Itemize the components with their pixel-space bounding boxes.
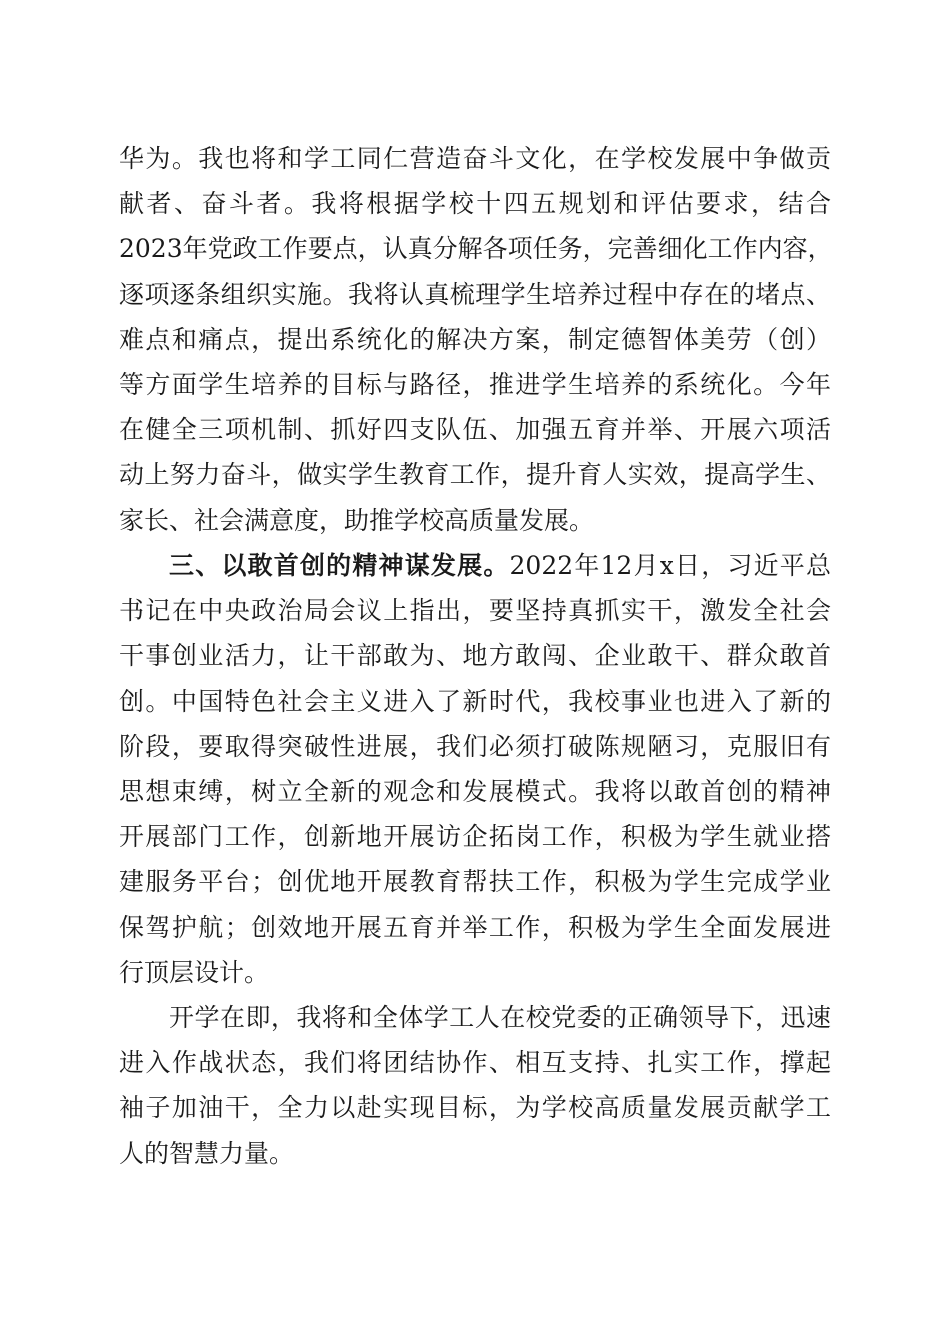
paragraph-line: 华为。我也将和学工同仁营造奋斗文化，在学校发展中争做贡	[119, 144, 831, 173]
paragraph-line: 献者、奋斗者。我将根据学校十四五规划和评估要求，结合	[119, 189, 831, 219]
paragraph-line: 在健全三项机制、抓好四支队伍、加强五育并举、开展六项活	[119, 415, 831, 445]
paragraph-line: 难点和痛点，提出系统化的解决方案，制定德智体美劳（创）	[119, 324, 831, 354]
section-first-line	[119, 543, 831, 588]
paragraph-2	[119, 543, 831, 995]
section-first-line-text: 2022年12月x日，习近平总	[509, 551, 831, 580]
paragraph-line: 思想束缚，树立全新的观念和发展模式。我将以敢首创的精神	[119, 776, 831, 806]
paragraph-1	[119, 136, 831, 543]
paragraph-line: 干事创业活力，让干部敢为、地方敢闯、企业敢干、群众敢首	[119, 641, 831, 671]
paragraph-line: 阶段，要取得突破性进展，我们必须打破陈规陋习，克服旧有	[119, 731, 831, 761]
paragraph-line: 动上努力奋斗，做实学生教育工作，提升育人实效，提高学生、	[119, 460, 831, 490]
paragraph-line: 行顶层设计。	[119, 957, 270, 987]
paragraph-line: 开学在即，我将和全体学工人在校党委的正确领导下，迅速	[169, 1003, 831, 1032]
paragraph-line: 等方面学生培养的目标与路径，推进学生培养的系统化。今年	[119, 369, 831, 399]
paragraph-line: 保驾护航；创效地开展五育并举工作，积极为学生全面发展进	[119, 912, 831, 942]
paragraph-line: 人的智慧力量。	[119, 1138, 295, 1168]
paragraph-line: 家长、社会满意度，助推学校高质量发展。	[119, 505, 595, 535]
paragraph-line: 书记在中央政治局会议上指出，要坚持真抓实干，激发全社会	[119, 596, 831, 626]
paragraph-line: 建服务平台；创优地开展教育帮扶工作，积极为学生完成学业	[119, 867, 831, 897]
section-heading: 三、以敢首创的精神谋发展。	[169, 551, 510, 580]
paragraph-line: 2023年党政工作要点，认真分解各项任务，完善细化工作内容，	[119, 234, 833, 264]
paragraph-line: 逐项逐条组织实施。我将认真梳理学生培养过程中存在的堵点、	[119, 279, 831, 309]
paragraph-3	[119, 995, 831, 1176]
paragraph-line: 袖子加油干，全力以赴实现目标，为学校高质量发展贡献学工	[119, 1093, 831, 1123]
paragraph-line: 创。中国特色社会主义进入了新时代，我校事业也进入了新的	[119, 686, 831, 716]
paragraph-line: 进入作战状态，我们将团结协作、相互支持、扎实工作，撑起	[119, 1048, 831, 1078]
paragraph-line: 开展部门工作，创新地开展访企拓岗工作，积极为学生就业搭	[119, 822, 831, 852]
